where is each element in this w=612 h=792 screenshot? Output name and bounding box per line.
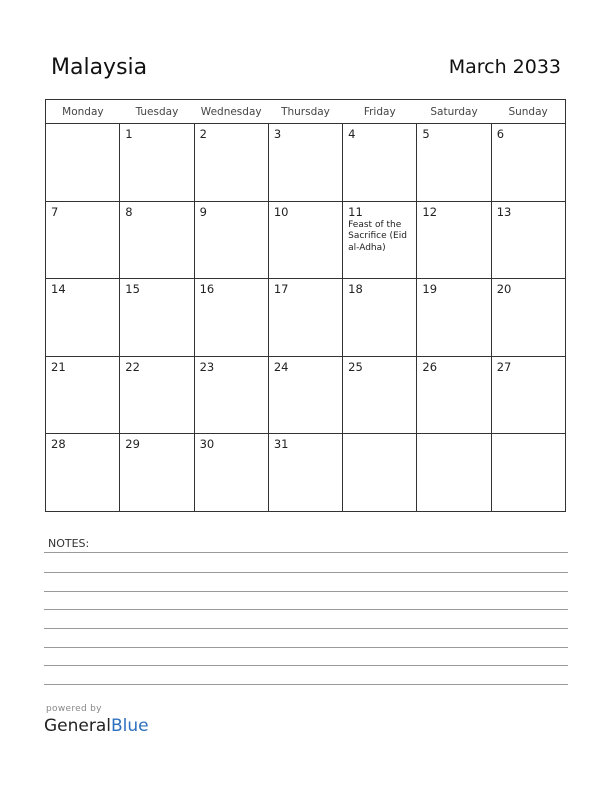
notes-line [44, 552, 568, 553]
day-number: 22 [125, 359, 140, 374]
holiday-event: Feast of the Sacrifice (Eid al-Adha) [348, 219, 407, 253]
calendar-day-cell [491, 279, 565, 357]
day-number: 20 [496, 282, 512, 297]
calendar-week-row [46, 124, 566, 202]
day-number: 10 [273, 204, 289, 219]
day-number: 6 [496, 127, 505, 141]
notes-line [44, 647, 568, 648]
calendar-week-row [46, 201, 566, 279]
notes-line [44, 591, 568, 592]
day-number: 25 [348, 359, 363, 374]
calendar-day-cell [343, 434, 417, 512]
day-number: 26 [422, 359, 438, 374]
calendar-day-cell [417, 356, 491, 434]
calendar-day-cell [417, 434, 491, 512]
day-number: 21 [51, 359, 66, 374]
calendar-day-cell [194, 124, 268, 202]
calendar-day-cell [194, 434, 268, 512]
notes-label: NOTES: [48, 537, 90, 550]
calendar-day-cell [417, 124, 491, 202]
day-number: 3 [273, 127, 282, 141]
day-number: 1 [125, 127, 133, 141]
calendar-day-cell [268, 124, 342, 202]
calendar-day-cell [46, 434, 120, 512]
day-number: 16 [199, 282, 215, 297]
day-number: 7 [51, 204, 59, 219]
notes-line [44, 628, 568, 629]
calendar-day-cell [46, 279, 120, 357]
calendar-grid [45, 99, 566, 512]
calendar-day-cell [46, 356, 120, 434]
weekday-header: Friday [343, 100, 417, 124]
weekday-header-row [46, 100, 566, 124]
weekday-header: Monday [46, 100, 120, 124]
day-number: 17 [273, 282, 289, 297]
calendar-day-cell [417, 201, 491, 279]
calendar-day-cell [120, 434, 194, 512]
notes-line [44, 665, 568, 666]
powered-by-text: powered by [46, 704, 102, 714]
day-number: 13 [496, 204, 512, 219]
calendar-day-cell [120, 201, 194, 279]
calendar-day-cell [491, 434, 565, 512]
brand-logo [44, 716, 149, 736]
day-number: 12 [422, 204, 438, 219]
day-number: 5 [422, 127, 430, 141]
weekday-header: Saturday [417, 100, 491, 124]
calendar-day-cell [120, 124, 194, 202]
day-number: 4 [348, 127, 356, 141]
calendar-day-cell [268, 356, 342, 434]
day-number: 28 [51, 437, 66, 452]
brand-blue: Blue [111, 716, 149, 736]
notes-line [44, 609, 568, 610]
day-number: 27 [496, 359, 512, 374]
calendar-day-cell [343, 201, 417, 279]
day-number: 15 [125, 282, 140, 297]
day-number: 31 [273, 437, 289, 452]
weekday-header: Sunday [491, 100, 565, 124]
calendar-day-cell [120, 279, 194, 357]
day-number: 9 [199, 204, 207, 219]
weekday-header: Wednesday [194, 100, 268, 124]
calendar-day-cell [120, 356, 194, 434]
calendar-day-cell [194, 356, 268, 434]
country-title: Malaysia [51, 55, 148, 80]
calendar-day-cell [46, 201, 120, 279]
calendar-week-row [46, 279, 566, 357]
calendar-week-row [46, 434, 566, 512]
weekday-header: Thursday [268, 100, 342, 124]
day-number: 19 [422, 282, 438, 297]
brand-general: General [44, 716, 111, 736]
day-number: 29 [125, 437, 140, 452]
day-number: 8 [125, 204, 133, 219]
day-number: 23 [199, 359, 215, 374]
day-number: 11 [348, 204, 363, 219]
calendar-day-cell [491, 356, 565, 434]
calendar-day-cell [343, 356, 417, 434]
calendar-day-cell [417, 279, 491, 357]
calendar-day-cell [491, 201, 565, 279]
calendar-day-cell [268, 279, 342, 357]
calendar-day-cell [343, 279, 417, 357]
month-title: March 2033 [448, 56, 561, 78]
day-number: 30 [199, 437, 215, 452]
calendar-day-cell [194, 279, 268, 357]
calendar-day-cell [268, 201, 342, 279]
calendar-day-cell [268, 434, 342, 512]
day-number: 2 [199, 127, 207, 141]
weekday-header: Tuesday [120, 100, 194, 124]
calendar-day-cell [343, 124, 417, 202]
notes-line [44, 572, 568, 573]
day-number: 14 [51, 282, 66, 297]
calendar-day-cell [194, 201, 268, 279]
day-number: 24 [273, 359, 289, 374]
calendar-day-cell [491, 124, 565, 202]
day-number: 18 [348, 282, 363, 297]
calendar-week-row [46, 356, 566, 434]
notes-line [44, 684, 568, 685]
calendar-day-cell [46, 124, 120, 202]
